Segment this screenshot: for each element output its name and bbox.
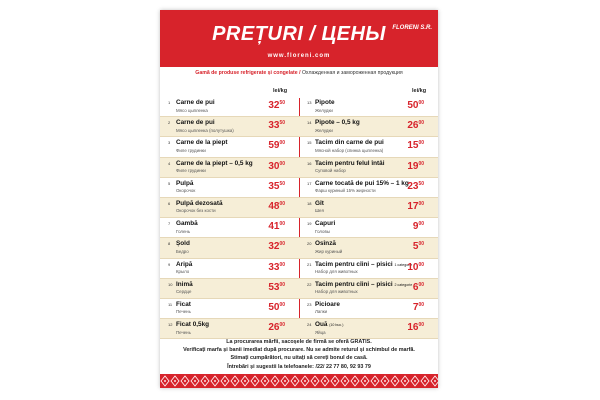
product-price [407,141,424,152]
product-name [176,220,198,227]
product-name-text: Picioare [315,300,340,308]
product-price [268,202,285,213]
subtitle-ro: Gamă de produse refrigerate și congelate / [195,70,302,76]
product-name [176,139,228,146]
price-grid [160,90,438,338]
product-row [160,137,299,157]
header-banner [160,10,438,67]
product-number: 8 [168,241,171,247]
product-name-ru: Печень [176,309,191,315]
product-price [407,162,424,173]
product-name [176,180,193,187]
product-name [315,200,324,207]
product-name-text: Carne de pui [176,119,215,127]
product-name-text: Tacim pentru cîini – pisici [315,260,393,268]
product-name [176,119,215,126]
product-name [315,301,340,308]
product-name-ru: Набор для животных [315,269,358,274]
price-int: 15 [407,140,419,152]
price-int: 33 [268,120,280,132]
product-name-text: Capuri [315,220,336,228]
price-dec: 00 [418,281,424,288]
product-number: 17 [307,180,312,186]
price-dec: 00 [279,200,285,207]
price-int: 7 [412,301,419,313]
unit-label-right: lei/kg [412,88,427,94]
product-name-text: Pipote [315,99,335,106]
product-name-ru: Лапки [315,309,328,315]
product-name-ru: Мясо цыпленка (полутушка) [176,127,234,133]
product-name-text: Carne tocată de pui 15% – 1 kg [315,179,409,187]
price-int: 16 [407,322,419,334]
product-name [176,261,192,268]
product-name [176,99,215,106]
product-name-ru: Шея [315,208,324,214]
product-name-text: Tacim pentru cîini – pisici [315,280,393,288]
product-number: 5 [168,180,171,186]
product-price [268,141,285,152]
product-number: 1 [168,100,171,105]
footer-line: Întrebări și sugestii la telefoanele: /22/ 22 77 80, 92 93 79 [227,363,371,370]
product-row [160,259,299,279]
product-name-text: Carne de la piept – 0,5 kg [176,159,253,167]
product-name [176,200,223,207]
product-price [413,222,424,233]
product-row [160,178,299,198]
product-name [315,180,409,187]
product-number: 4 [168,160,171,166]
product-number: 3 [168,140,171,146]
price-dec: 00 [279,160,285,167]
price-dec: 50 [418,180,424,187]
product-column-right [299,97,438,339]
subtitle [160,70,438,76]
product-name-text: Pipote – 0,5 kg [315,119,360,127]
product-name-text: Ficat 0,5kg [176,321,210,329]
product-name [315,281,412,288]
product-name-text: Tacim pentru felul întâi [315,159,385,167]
product-name-ru: Жир куриный [315,248,343,254]
product-row [299,178,438,198]
product-number: 2 [168,120,171,126]
price-dec: 00 [279,281,285,288]
price-dec: 00 [418,140,424,147]
price-dec: 00 [418,322,424,329]
product-row [160,279,299,299]
price-int: 19 [407,160,419,172]
product-name-ru: Яйца [315,329,326,335]
price-dec: 00 [279,261,285,268]
product-row [160,319,299,339]
product-number: 21 [307,261,312,267]
price-int: 59 [268,140,280,152]
price-dec: 00 [418,221,424,228]
price-int: 26 [407,120,419,132]
product-name [315,220,335,227]
product-number: 11 [168,301,173,307]
product-name [176,240,190,247]
product-row [160,218,299,238]
product-note: 2 categorie [394,282,413,287]
product-name [315,240,336,247]
unit-label-left: lei/kg [273,88,288,94]
price-int: 6 [412,281,419,293]
price-dec: 00 [279,241,285,248]
product-number: 19 [307,221,312,227]
footer-line: Verificați marfa și banii imediat după procurare. Nu se admite returul și schimbul de marfă. [183,347,415,354]
price-dec: 50 [279,120,285,127]
product-row [299,259,438,279]
product-row [299,299,438,319]
product-price [268,263,285,274]
price-int: 10 [407,261,419,273]
product-row [299,279,438,299]
product-name [315,160,384,167]
product-name-ru: Желудки [315,107,333,113]
price-dec: 00 [418,160,424,167]
product-row [160,158,299,178]
price-int: 32 [268,241,280,253]
product-price [413,242,424,253]
product-number: 13 [307,100,312,105]
product-row [299,238,438,258]
product-name [176,160,253,167]
product-name [176,301,191,308]
product-name-ru: Мясной набор (спинка цыпленка) [315,147,384,153]
product-name-text: Pulpă dezosată [176,199,223,207]
product-number: 20 [307,241,312,247]
product-number: 16 [307,160,312,166]
product-row [299,319,438,339]
price-int: 35 [268,180,280,192]
price-list-sheet [160,10,438,388]
product-name-ru: Голень [176,228,191,234]
price-dec: 50 [279,180,285,187]
product-name-text: Aripă [176,260,193,268]
footer-line: La procurarea mărfii, sacoșele de firmă se oferă GRATIS. [226,339,372,345]
price-int: 41 [268,221,280,233]
product-name [315,99,335,106]
footer-line: Stimați cumpărători, nu uitați să cereți bonul de casă. [230,355,368,362]
price-int: 30 [268,160,280,172]
price-dec: 00 [418,120,424,127]
footer-notes [160,338,438,371]
subtitle-ru: Охлажденная и замороженная продукция [301,70,403,76]
product-row [299,158,438,178]
product-note: (10 buc.) [329,323,344,328]
product-name-text: Osînză [315,240,336,248]
product-row [299,137,438,157]
price-dec: 00 [418,100,424,106]
product-name-text: Șold [176,240,190,248]
product-name-ru: Окорочок без кости [176,208,216,214]
product-number: 9 [168,261,171,267]
product-name-ru: Филе грудинки [176,168,206,174]
price-int: 48 [268,200,280,212]
product-price [268,283,285,294]
price-dec: 00 [418,200,424,207]
product-price [407,121,424,132]
price-int: 9 [412,221,419,233]
product-name-text: Carne de pui [176,99,215,106]
price-int: 32 [268,100,280,111]
product-name-text: Gambă [176,220,198,228]
product-note: 1 categorie [394,262,413,267]
price-int: 33 [268,261,280,273]
product-column-left [160,97,299,339]
price-dec: 50 [279,100,285,106]
product-price [268,162,285,173]
product-price [407,202,424,213]
price-int: 23 [407,180,419,192]
product-number: 24 [307,322,312,328]
product-row [160,97,299,117]
product-name-text: Ficat [176,300,191,308]
product-name-ru: Суповой набор [315,168,346,174]
price-dec: 00 [279,301,285,308]
product-number: 6 [168,200,171,206]
product-price [268,242,285,253]
product-name-ru: Фарш куриный 15% жирности [315,188,376,194]
product-name-text: Gît [315,199,324,207]
product-name-ru: Филе грудинки [176,147,206,153]
product-name [176,281,193,288]
product-price [407,182,424,193]
product-name-text: Tacim din carne de pui [315,139,384,147]
price-dec: 00 [279,140,285,147]
product-number: 15 [307,140,312,146]
price-int: 50 [268,301,280,313]
price-dec: 00 [418,261,424,268]
product-row [299,117,438,137]
product-price [407,323,424,334]
product-name-ru: Сердце [176,289,192,295]
product-name [176,321,209,328]
price-dec: 00 [279,221,285,228]
price-int: 50 [407,100,419,111]
product-number: 18 [307,200,312,206]
product-row [299,218,438,238]
product-name [315,321,343,328]
price-int: 26 [268,322,280,334]
product-price [413,283,424,294]
product-name-ru: Бедро [176,248,189,254]
product-name-ru: Печень [176,329,191,335]
price-int: 17 [407,200,419,212]
price-dec: 00 [418,301,424,308]
product-number: 12 [168,322,173,328]
product-name-ru: Головы [315,228,330,234]
product-name-text: Carne de la piept [176,139,228,147]
product-price [268,222,285,233]
product-number: 23 [307,301,312,307]
brand-name: FLORENI S.R. [392,25,432,31]
product-number: 7 [168,221,171,227]
product-number: 22 [307,281,312,287]
product-price [268,121,285,132]
product-row [160,299,299,319]
product-name-text: Inimă [176,280,193,288]
product-price [268,303,285,314]
product-number: 14 [307,120,312,126]
product-number: 10 [168,281,173,287]
product-name-text: Pulpă [176,179,194,187]
product-row [160,238,299,258]
product-name [315,139,384,146]
product-price [413,303,424,314]
product-price [268,323,285,334]
product-row [160,198,299,218]
product-row [160,117,299,137]
price-int: 5 [412,241,419,253]
price-dec: 00 [418,241,424,248]
page-title: PREȚURI / ЦЕНЫ [212,23,386,45]
product-price [407,101,424,112]
product-row [299,198,438,218]
price-dec: 00 [279,322,285,329]
product-name-ru: Крыло [176,269,190,274]
product-price [268,101,285,112]
product-price [407,263,424,274]
ornament-border [160,374,438,388]
product-name-ru: Желудки [315,127,333,133]
product-name-ru: Набор для животных [315,289,358,295]
product-name-ru: Окорочок [176,188,196,194]
product-name-ru: Мясо цыпленка [176,107,208,113]
website-link[interactable]: www.floreni.com [267,53,331,59]
product-name-text: Ouă [315,321,328,329]
product-name [315,119,360,126]
price-int: 53 [268,281,280,293]
product-row [299,97,438,117]
product-price [268,182,285,193]
product-name [315,261,412,268]
